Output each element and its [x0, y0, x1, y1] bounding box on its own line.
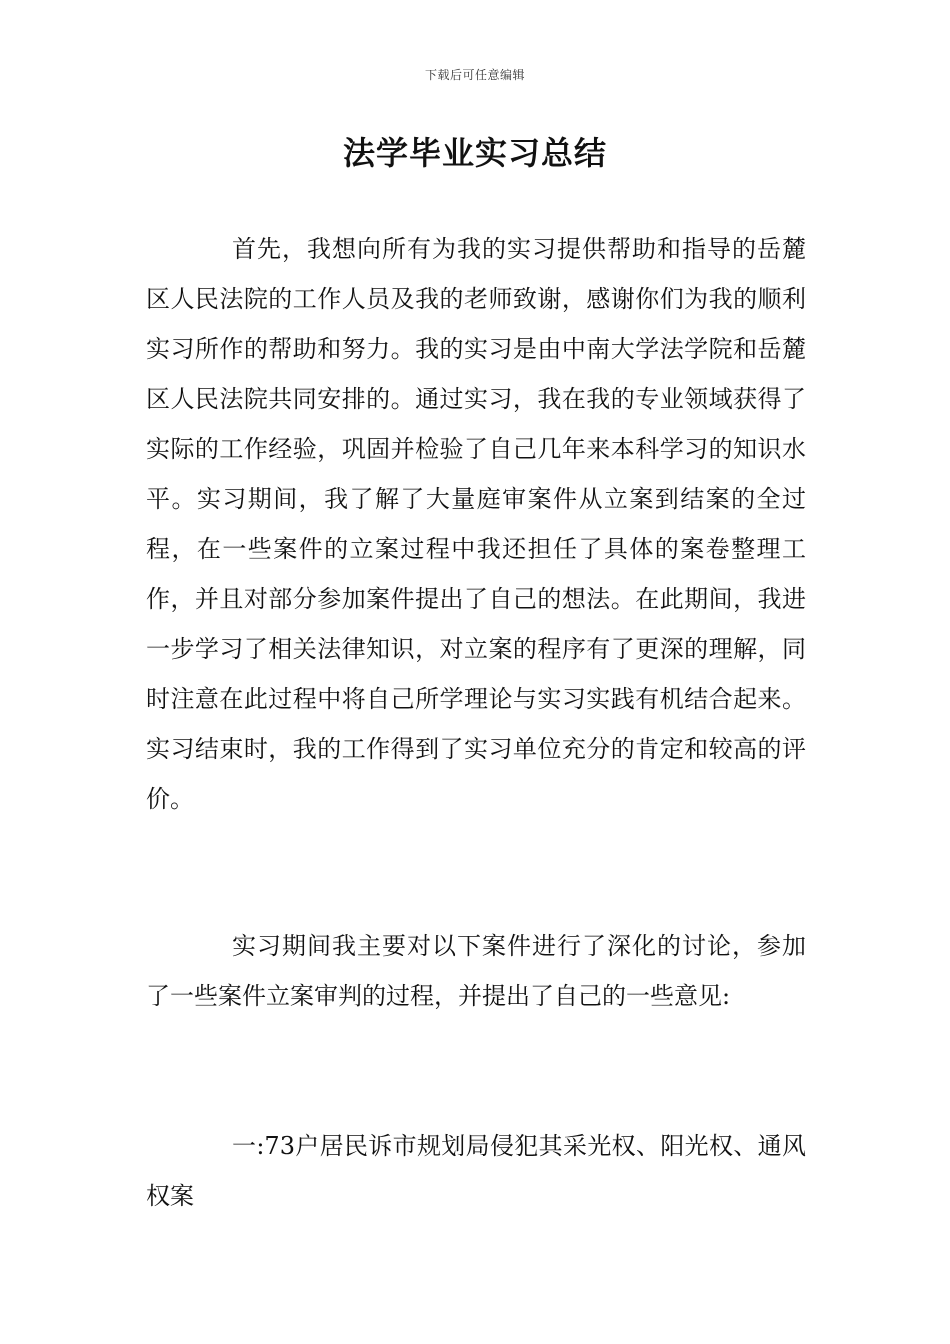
document-title: 法学毕业实习总结 — [342, 134, 607, 172]
header-note: 下载后可任意编辑 — [424, 68, 525, 82]
section-heading-case-1: 一:73户居民诉市规划局侵犯其采光权、阳光权、通风权案 — [146, 1132, 806, 1210]
body-paragraph-2: 实习期间我主要对以下案件进行了深化的讨论，参加了一些案件立案审判的过程，并提出了自己的一些意见: — [146, 932, 806, 1010]
body-paragraph-1: 首先，我想向所有为我的实习提供帮助和指导的岳麓区人民法院的工作人员及我的老师致谢，感谢你们为我的顺利实习所作的帮助和努力。我的实习是由中南大学法学院和岳麓区人民法院共同安排的。通过实习，我在我的专业领域获得了实际的工作经验，巩固并检验了自己几年来本科学习的知识水平。实习期间，我了解了大量庭审案件从立案到结案的全过程，在一些案件的立案过程中我还担任了具体的案卷整理工作，并且对部分参加案件提出了自己的想法。在此期间，我进一步学习了相关法律知识，对立案的程序有了更深的理解，同时注意在此过程中将自己所学理论与实习实践有机结合起来。实习结束时，我的工作得到了实习单位充分的肯定和较高的评价。 — [146, 235, 806, 813]
